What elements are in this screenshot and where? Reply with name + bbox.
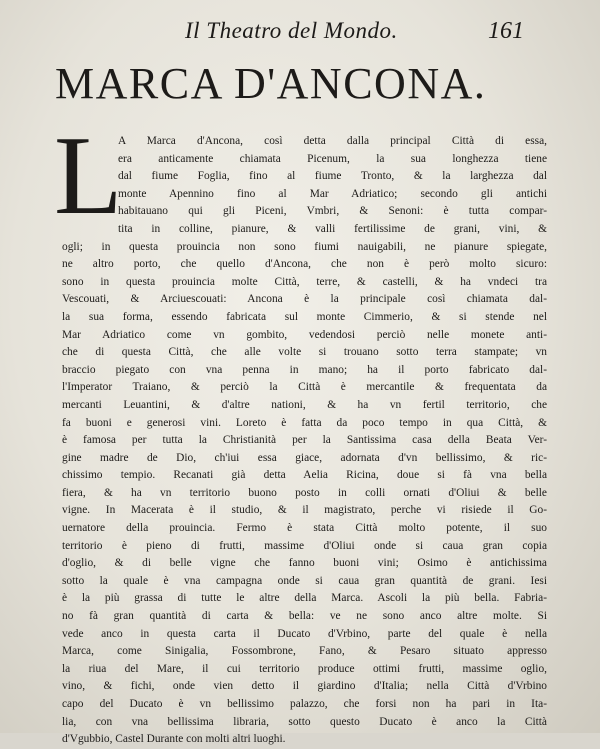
body-line: la riua del Mare, il cui territorio produce ottimi frutti, massime oglio, (62, 662, 547, 675)
body-line: Vescouati, & Arciuescouati: Ancona è la principale così chiamata dal- (62, 293, 547, 306)
body-line: sotto la quale è vna campagna onde si caua gran quantità de grani. Iesi (62, 574, 547, 587)
body-line: capo del Ducato è vn bellissimo palazzo, che forsi non ha pari in Ita- (62, 698, 547, 710)
drop-cap: L (54, 114, 123, 238)
body-line: mercanti Leuantini, & d'altre nationi, & ha vn fertil territorio, che (62, 398, 547, 411)
body-line: fiera, & ha vn territorio buono posto in colli ornati d'Oliui & belle (62, 486, 547, 499)
body-line: tita in colline, pianure, & valli fertilissime de grani, vini, & (118, 222, 547, 235)
body-text (62, 133, 547, 749)
body-line: ne altro porto, che quello d'Ancona, che non è però molto sicuro: (62, 258, 547, 271)
body-line: d'Vgubbio, Castel Durante con molti altri luoghi. (62, 733, 286, 746)
body-line: habitauano qui gli Piceni, Vmbri, & Senoni: è tutta compar- (118, 205, 547, 218)
body-line: la sua forma, essendo fabricata sul monte Cimmerio, & si stende nel (62, 310, 547, 323)
body-line: territorio è pieno di frutti, massime d'Oliui onde si caua gran copia (62, 539, 547, 552)
body-line: è famosa per tutta la Christianità per la Santissima casa della Beata Ver- (62, 434, 547, 447)
body-line: chissimo tempio. Recanati già detta Aelia Ricina, doue si fà vna bella (62, 469, 547, 482)
body-line: Mar Adriatico come vn gombito, vedendosi perciò nelle monete anti- (62, 328, 547, 341)
body-line: era anticamente chiamata Picenum, la sua longhezza tiene (118, 152, 547, 165)
body-line: braccio piegato con vna penna in mano; ha il porto fabricato dal- (62, 363, 547, 376)
body-line: lia, con vna bellissima libraria, sotto questo Ducato è anco la Città (62, 715, 547, 728)
body-line: d'oglio, & di belle vigne che fanno buoni vini; Osimo è antichissima (62, 557, 547, 570)
body-line: è la più grassa di tutte le altre della Marca. Ascoli la più bella. Fabria- (62, 592, 547, 605)
body-line: vino, & fichi, onde vien detto il giardino d'Italia; nella Città d'Vrbino (62, 680, 547, 693)
body-line: monte Apennino fino al Mar Adriatico; secondo gli antichi (118, 187, 547, 200)
body-line: vede anco in questa carta il Ducato d'Vrbino, parte del quale è nella (62, 627, 547, 640)
body-line: no fà gran quantità di carta & bella: ve ne sono anco altre molte. Si (62, 610, 547, 623)
running-head (0, 18, 600, 50)
body-line: l'Imperator Traiano, & perciò la Città è mercantile & frequentata da (62, 381, 547, 394)
body-line: che di questa Città, che alle volte si trouano sotto terra stampate; vn (62, 346, 547, 359)
body-line: vigne. In Macerata è il studio, & il magistrato, perche vi risiede il Go- (62, 504, 547, 517)
body-line: dal fiume Foglia, fino al fiume Tronto, & la larghezza dal (118, 170, 547, 183)
chapter-title: MARCA D'ANCONA. (55, 59, 487, 108)
body-line: gine madre de Dio, ch'iui essa giace, adornata d'vn bellissimo, & ric- (62, 451, 547, 464)
body-line: uernatore della prouincia. Fermo è stata Città molto potente, il suo (62, 522, 547, 535)
body-line: ogli; in questa prouincia non sono fiumi nauigabili, ne pianure spiegate, (62, 240, 547, 253)
running-title: Il Theatro del Mondo. (185, 18, 398, 43)
body-line: sono in questa prouincia molte Città, terre, & castelli, & ha vndeci tra (62, 275, 547, 288)
body-line: Marca, come Sinigalia, Fossombrone, Fano, & Pesaro situato appresso (62, 645, 547, 658)
page-number: 161 (488, 18, 524, 44)
body-line: fa buoni e generosi vini. Loreto è fatta da poco tempo in qua Città, & (62, 416, 547, 429)
body-line: A Marca d'Ancona, così detta dalla principal Città di essa, (118, 135, 547, 147)
